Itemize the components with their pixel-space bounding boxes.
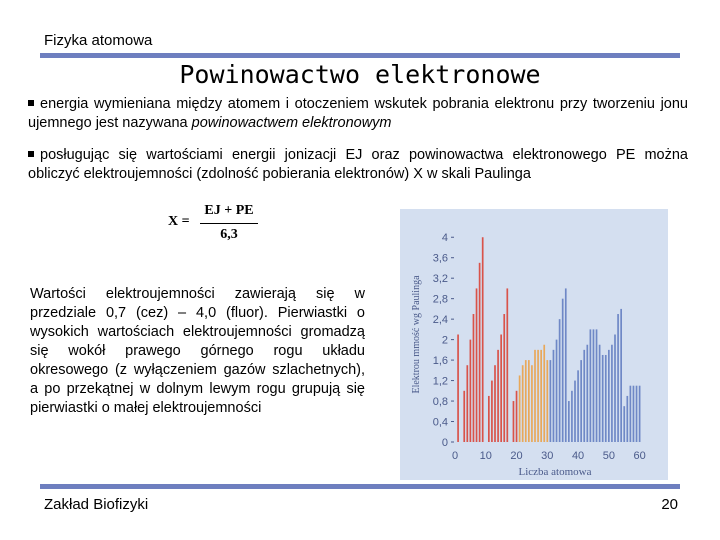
- y-tick-label: 3,2: [432, 273, 448, 286]
- chart-bar: [611, 345, 613, 442]
- chart-bar: [623, 406, 625, 442]
- x-tick-label: 50: [602, 450, 615, 462]
- header-divider: [40, 53, 680, 58]
- chart-bar: [488, 396, 490, 442]
- footer-institution: Zakład Biofizyki: [44, 496, 149, 513]
- chart-bar: [583, 350, 585, 442]
- x-tick-label: 30: [541, 450, 554, 462]
- y-tick-label: 1,6: [432, 355, 448, 368]
- chart-canvas: [400, 209, 668, 480]
- chart-bar: [470, 340, 472, 442]
- chart-bar: [593, 329, 595, 442]
- chart-bar: [522, 365, 524, 442]
- chart-bar: [565, 288, 567, 442]
- bullet-item-1: [28, 95, 688, 133]
- chart-bar: [599, 345, 601, 442]
- y-axis-label: Elektrou mmość wg Paulinga: [411, 275, 422, 394]
- chart-bar: [550, 360, 552, 442]
- y-tick-label: 2,4: [432, 314, 448, 327]
- chart-bar: [534, 350, 536, 442]
- chart-bar: [457, 335, 459, 443]
- y-tick-label: 0: [441, 437, 448, 449]
- chart-bar: [630, 386, 632, 442]
- chart-bar: [577, 370, 579, 442]
- bullet-item-2: [28, 146, 688, 184]
- chart-bar: [503, 314, 505, 442]
- chart-bar: [602, 355, 604, 442]
- chart-bar: [574, 381, 576, 442]
- bullet-square-icon: [28, 151, 34, 157]
- chart-bar: [608, 350, 610, 442]
- y-tick-label: 3,6: [432, 252, 448, 265]
- bullet-square-icon: [28, 100, 34, 106]
- y-tick-label: 1,2: [432, 375, 448, 388]
- chart-bar: [528, 360, 530, 442]
- formula-lhs: X =: [168, 214, 190, 229]
- y-tick-label: 2: [441, 334, 448, 347]
- bullet-1-emphasis: powinowactwem elektronowym: [191, 115, 392, 131]
- bullet-1-text: energia wymieniana między atomem i otoczeniem wskutek pobrania elektronu przy tworzeniu jonu ujemnego jest nazywana: [28, 96, 688, 131]
- chart-bar: [559, 319, 561, 442]
- chart-bar: [540, 350, 542, 442]
- chart-bar: [580, 360, 582, 442]
- chart-bar: [620, 309, 622, 442]
- x-axis-label: Liczba atomowa: [518, 466, 592, 478]
- chart-bar: [506, 288, 508, 442]
- chart-bar: [500, 335, 502, 443]
- chart-bar: [479, 263, 481, 442]
- chart-bar: [626, 396, 628, 442]
- chart-bar: [553, 350, 555, 442]
- chart-bar: [519, 375, 521, 442]
- chart-bar: [590, 329, 592, 442]
- chart-bar: [617, 314, 619, 442]
- fraction-bar: [200, 223, 258, 224]
- y-tick-label: 4: [441, 232, 448, 245]
- chart-bar: [546, 360, 548, 442]
- bullet-2-text: posługując się wartościami energii jonizacji EJ oraz powinowactwa elektronowego PE można obliczyć elektroujemności (zdolność pobierania elektronów) X w skali Paulinga: [28, 147, 688, 182]
- chart-bar: [639, 386, 641, 442]
- x-tick-label: 60: [633, 450, 646, 462]
- chart-bar: [531, 365, 533, 442]
- chart-bar: [633, 386, 635, 442]
- y-tick-label: 0,4: [432, 416, 448, 429]
- chart-bar: [596, 329, 598, 442]
- chart-bar: [494, 365, 496, 442]
- header-label: Fizyka atomowa: [44, 32, 153, 49]
- chart-bar: [476, 288, 478, 442]
- chart-bar: [466, 365, 468, 442]
- chart-bar: [543, 345, 545, 442]
- x-tick-label: 20: [510, 450, 523, 462]
- chart-bar: [586, 345, 588, 442]
- chart-bar: [605, 355, 607, 442]
- y-tick-label: 0,8: [432, 396, 448, 409]
- formula-denominator: 6,3: [220, 227, 238, 242]
- chart-bar: [463, 391, 465, 442]
- chart-bar: [562, 299, 564, 442]
- chart-bar: [473, 314, 475, 442]
- chart-bar: [537, 350, 539, 442]
- chart-bar: [513, 401, 515, 442]
- chart-bar: [556, 340, 558, 442]
- chart-bar: [525, 360, 527, 442]
- x-tick-label: 0: [451, 450, 459, 462]
- formula-numerator: EJ + PE: [204, 203, 254, 218]
- chart-bar: [571, 391, 573, 442]
- chart-bar: [636, 386, 638, 442]
- x-tick-label: 40: [571, 450, 585, 462]
- chart-bar: [516, 391, 518, 442]
- page-number: 20: [661, 496, 678, 513]
- chart-bar: [568, 401, 570, 442]
- slide-title: Powinowactwo elektronowe: [179, 60, 541, 89]
- chart-bar: [482, 237, 484, 442]
- x-tick-label: 10: [479, 450, 492, 462]
- chart-bar: [614, 335, 616, 443]
- electronegativity-chart: [400, 209, 668, 480]
- y-tick-label: 2,8: [432, 293, 448, 306]
- chart-bar: [491, 381, 493, 442]
- footer-divider: [40, 484, 680, 489]
- body-paragraph: Wartości elektroujemności zawierają się w przedziale 0,7 (cez) – 4,0 (fluor). Pierwiastki o wysokich wartościach elektroujemności gromadzą się wokół prawego górnego rogu układu okresowego (z wyłączeniem gazów szlachetnych), a po przekątnej w dolnym lewym rogu grupują się pierwiastki o małej elektroujemności: [30, 286, 365, 416]
- chart-bar: [497, 350, 499, 442]
